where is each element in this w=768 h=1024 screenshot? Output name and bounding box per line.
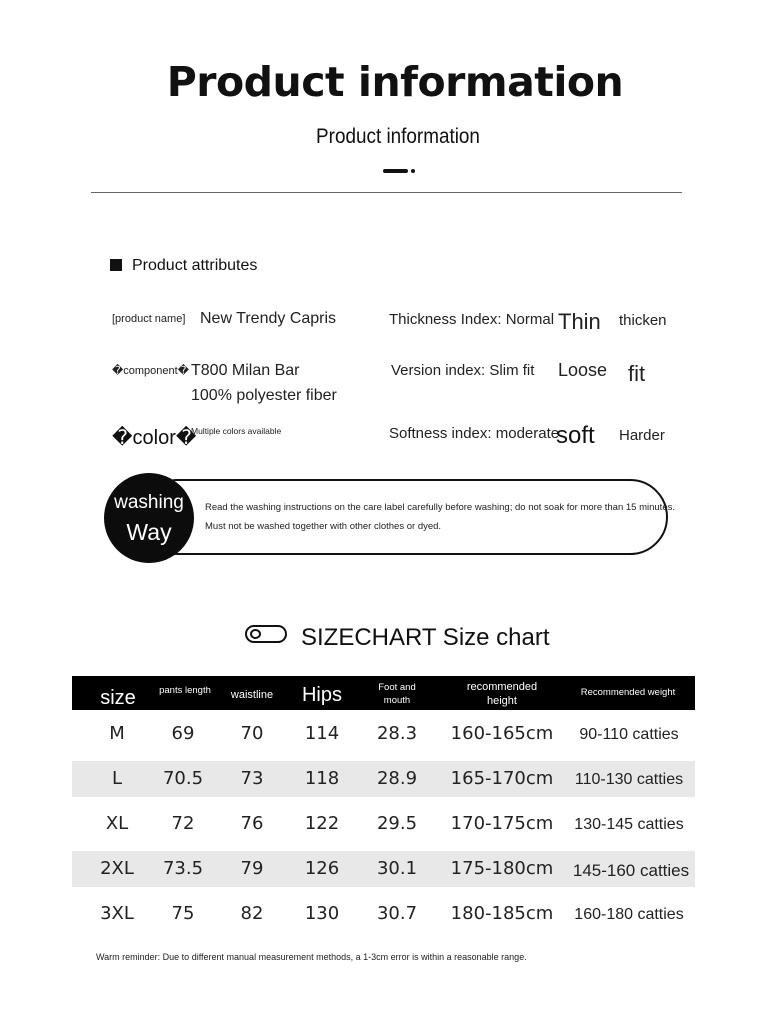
product-name-value: New Trendy Capris xyxy=(200,310,337,327)
cell-height: 165-170cm xyxy=(450,768,554,789)
table-row xyxy=(72,806,695,842)
header-rec-height-2: height xyxy=(487,695,517,707)
cell-waistline: 73 xyxy=(240,768,264,789)
cell-height: 170-175cm xyxy=(450,813,554,834)
cell-waistline: 76 xyxy=(240,813,264,834)
cell-size: XL xyxy=(105,813,129,834)
cell-foot-mouth: 30.7 xyxy=(376,903,418,924)
page-title: Product information xyxy=(166,58,624,106)
version-option-loose: Loose xyxy=(558,360,608,380)
cell-waistline: 70 xyxy=(240,723,264,744)
header-size: size xyxy=(100,687,136,709)
cell-hips: 122 xyxy=(304,813,340,834)
washing-badge-line2: Way xyxy=(126,519,172,545)
header-pants-length: pants length xyxy=(159,685,211,696)
table-row xyxy=(72,896,695,932)
header-rec-weight: Recommended weight xyxy=(580,687,676,698)
cell-size: 3XL xyxy=(100,903,134,924)
cell-foot-mouth: 28.3 xyxy=(376,723,418,744)
cell-weight: 90-110 catties xyxy=(579,726,679,743)
toggle-icon xyxy=(245,625,287,643)
title-dot-ornament xyxy=(411,169,415,173)
table-row xyxy=(72,851,695,887)
header-waistline: waistline xyxy=(230,689,274,701)
cell-height: 175-180cm xyxy=(450,858,554,879)
softness-index: Softness index: moderate xyxy=(389,425,560,442)
cell-pants-length: 72 xyxy=(171,813,195,834)
thickness-index: Thickness Index: Normal xyxy=(389,311,555,328)
cell-pants-length: 73.5 xyxy=(162,858,204,879)
page-subtitle: Product information xyxy=(316,125,480,148)
cell-size: M xyxy=(109,723,125,744)
color-label: �color� xyxy=(112,427,197,449)
table-row xyxy=(72,716,695,752)
warm-reminder: Warm reminder: Due to different manual measurement methods, a 1-3cm error is within a reasonable range. xyxy=(96,952,527,962)
toggle-knob xyxy=(250,629,261,639)
cell-height: 180-185cm xyxy=(450,903,554,924)
thickness-option-thicken: thicken xyxy=(619,312,667,329)
cell-size: L xyxy=(111,768,123,789)
header-foot-mouth-2: mouth xyxy=(383,695,411,706)
header-foot-mouth-1: Foot and xyxy=(378,682,416,693)
cell-weight: 145-160 catties xyxy=(572,861,690,880)
cell-weight: 130-145 catties xyxy=(574,816,684,833)
cell-height: 160-165cm xyxy=(450,723,554,744)
washing-text-2: Must not be washed together with other clothes or dyed. xyxy=(205,521,442,532)
softness-option-soft: soft xyxy=(556,422,595,449)
cell-weight: 160-180 catties xyxy=(574,906,684,923)
product-name-label: [product name] xyxy=(112,313,186,325)
header-divider xyxy=(91,192,682,193)
size-table-header xyxy=(72,676,695,710)
cell-pants-length: 69 xyxy=(171,723,195,744)
version-index: Version index: Slim fit xyxy=(391,362,535,379)
cell-waistline: 82 xyxy=(240,903,264,924)
size-chart-title: SIZECHART Size chart xyxy=(301,624,550,651)
softness-option-harder: Harder xyxy=(619,427,665,444)
cell-waistline: 79 xyxy=(240,858,264,879)
cell-hips: 114 xyxy=(304,723,340,744)
cell-size: 2XL xyxy=(100,858,134,879)
component-value-2: 100% polyester fiber xyxy=(191,387,337,404)
color-value: Multiple colors available xyxy=(191,426,282,436)
cell-foot-mouth: 29.5 xyxy=(376,813,418,834)
cell-pants-length: 70.5 xyxy=(162,768,204,789)
header-hips: Hips xyxy=(301,684,343,706)
version-option-fit: fit xyxy=(628,361,646,386)
cell-foot-mouth: 30.1 xyxy=(376,858,418,879)
component-value-1: T800 Milan Bar xyxy=(191,362,300,379)
washing-badge-line1: washing xyxy=(114,492,184,513)
thickness-option-thin: Thin xyxy=(558,309,601,334)
header-rec-height-1: recommended xyxy=(466,681,538,693)
cell-hips: 130 xyxy=(304,903,340,924)
washing-text-1: Read the washing instructions on the care label carefully before washing; do not soak for more than 15 minutes. xyxy=(205,502,675,513)
table-row xyxy=(72,761,695,797)
cell-hips: 118 xyxy=(304,768,340,789)
cell-weight: 110-130 catties xyxy=(574,771,684,788)
component-label: �component� xyxy=(112,365,189,377)
washing-badge xyxy=(104,473,194,563)
square-bullet-icon xyxy=(110,259,122,271)
cell-hips: 126 xyxy=(304,858,340,879)
title-dash-ornament xyxy=(383,169,408,173)
cell-foot-mouth: 28.9 xyxy=(376,768,418,789)
washing-instructions-box xyxy=(140,479,668,555)
attributes-heading: Product attributes xyxy=(132,257,258,274)
cell-pants-length: 75 xyxy=(171,903,195,924)
